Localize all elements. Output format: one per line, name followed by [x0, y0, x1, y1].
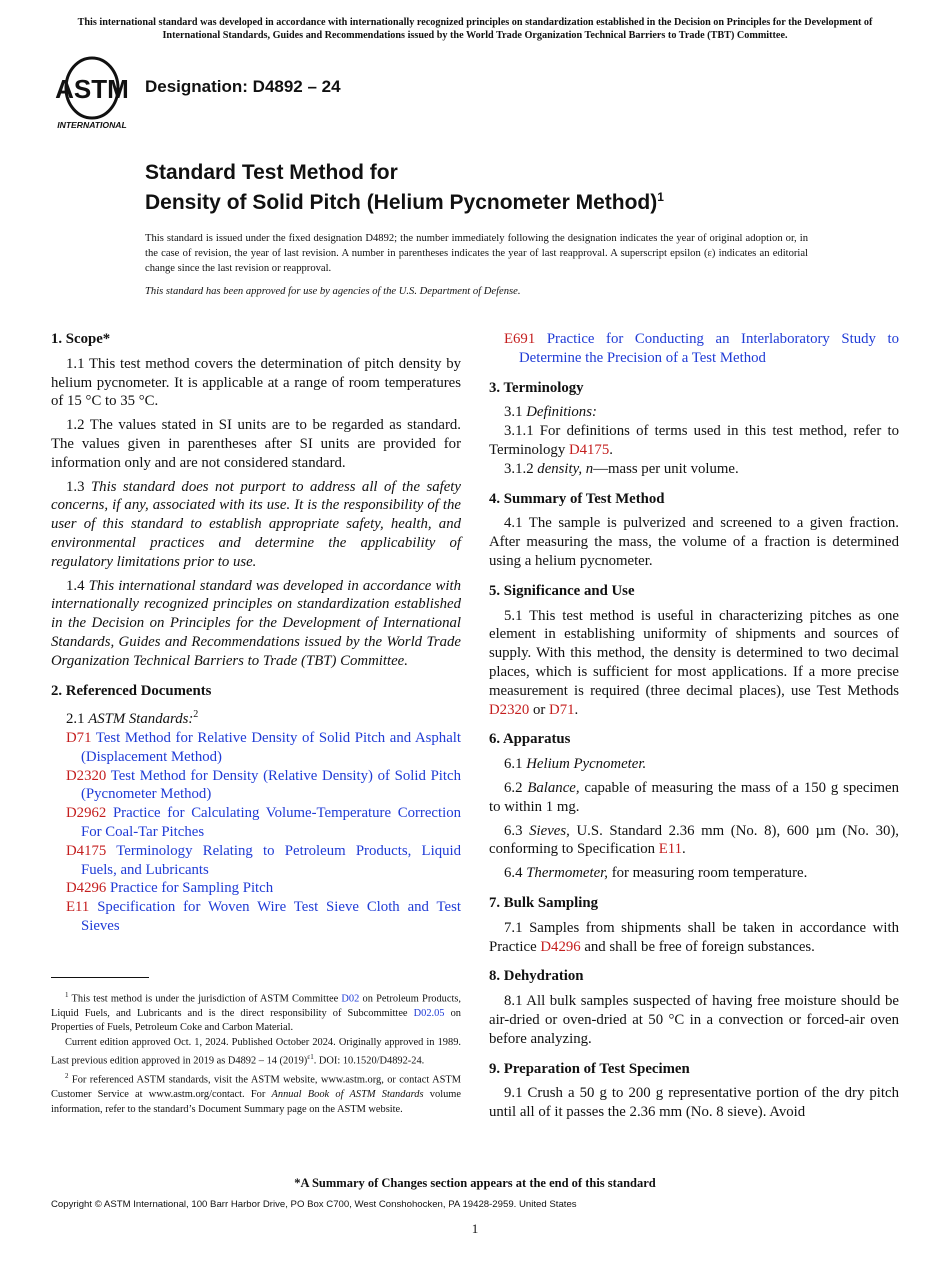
term: Helium Pycnometer. [526, 756, 647, 773]
paragraph-number: 3.1 [504, 404, 523, 421]
logo-text: ASTM [55, 74, 129, 104]
section-heading-dehydration: 8. Dehydration [489, 968, 584, 985]
paragraph-3-1 [489, 403, 899, 422]
section-heading-terminology: 3. Terminology [489, 379, 584, 396]
logo-subtext: INTERNATIONAL [57, 120, 127, 130]
term: Balance, [527, 779, 580, 796]
conjunction: or [532, 701, 546, 718]
left-column [51, 330, 461, 936]
right-column [489, 330, 899, 1127]
astm-logo-graphic [54, 56, 134, 132]
section-heading-bulk-sampling: 7. Bulk Sampling [489, 894, 598, 911]
paragraph-text: 3.1.1 For definitions of terms used in this test method, refer to Terminology [489, 423, 899, 458]
footnote-1-mark: 1 [65, 991, 69, 999]
reference-code[interactable]: D4296 [66, 880, 107, 897]
reference-e691[interactable] [489, 330, 899, 368]
reference-code[interactable]: D2320 [66, 767, 107, 784]
method-d2320-link[interactable]: D2320 [489, 701, 530, 718]
reference-code[interactable]: E11 [66, 899, 90, 916]
paragraph-number: 6.4 [504, 865, 523, 882]
reference-d4175[interactable] [51, 842, 461, 880]
section-heading-significance: 5. Significance and Use [489, 582, 635, 599]
reference-title[interactable]: Practice for Sampling Pitch [109, 880, 274, 897]
footnote-1 [51, 988, 461, 1036]
reference-code[interactable]: E691 [504, 331, 536, 347]
reference-title[interactable]: Test Method for Relative Density of Solid Pitch and Asphalt (Displacement Method) [81, 730, 461, 765]
document-title [145, 160, 664, 215]
tbt-notice: This international standard was developed in accordance with internationally recognized principles on standardization established in the Decision on Principles for the Development of International Standards, Guides and Recommendations issued by the World Trade Organization Technical Barriers to Trade (TBT) Committee. [77, 17, 873, 41]
annual-book-title: Annual Book of ASTM Standards [271, 1089, 424, 1101]
paragraph-1-1: 1.1 This test method covers the determination of pitch density by helium pycnometer. It is applicable at a range of room temperatures of 15 °C to 35 °C. [51, 355, 461, 410]
footnote-divider [51, 977, 149, 978]
paragraph-1-4 [51, 577, 461, 671]
term: Sieves, [529, 822, 570, 839]
paragraph-text: and shall be free of foreign substances. [584, 938, 815, 955]
dod-approval-note: This standard has been approved for use by agencies of the U.S. Department of Defense. [145, 286, 521, 297]
footnote-2 [51, 1069, 461, 1117]
footnote-2-text: volume information, refer to the standard’s Document Summary page on the ASTM website. [51, 1089, 461, 1115]
reference-title[interactable]: Practice for Calculating Volume-Temperature Correction For Coal-Tar Pitches [81, 805, 461, 841]
reference-title[interactable]: Terminology Relating to Petroleum Products, Liquid Fuels, and Lubricants [81, 842, 461, 878]
section-heading-referenced-documents: 2. Referenced Documents [51, 682, 212, 699]
reference-d4296[interactable] [51, 879, 461, 898]
epsilon-mark: ε1 [307, 1053, 314, 1062]
paragraph-6-1 [489, 755, 899, 774]
definition: —mass per unit volume. [593, 460, 739, 477]
reference-d2962[interactable] [51, 804, 461, 842]
paragraph-number: 1.3 [66, 478, 85, 495]
astm-logo [54, 56, 134, 132]
reference-e11[interactable] [51, 898, 461, 936]
tbt-statement: This international standard was developed in accordance with internationally recognized principles on standardization established in the Decision on Principles for the Development of International Standards, Guides and Recommendations issued by the World Trade Organization Technical Barriers to Trade (TBT) Committee. [51, 577, 461, 669]
paragraph-6-3: 6.3 Sieves, U.S. Standard 2.36 mm (No. 8), 600 µm (No. 30), conforming to Specification E11. [489, 822, 900, 858]
paragraph-text: capable of measuring the mass of a 150 g specimen to within 1 mg. [489, 779, 900, 815]
subcommittee-d0205-link[interactable]: D02.05 [413, 1007, 445, 1019]
astm-standards-label: ASTM Standards: [88, 711, 194, 728]
paragraph-number: 6.3 [504, 822, 523, 839]
reference-title[interactable]: Specification for Woven Wire Test Sieve Cloth and Test Sieves [81, 899, 461, 935]
footnote-2-text: For referenced ASTM standards, visit the ASTM website, www.astm.org, or contact ASTM Customer Service at www.astm.org/contact. For [51, 1074, 461, 1101]
doi-text: . DOI: 10.1520/D4892-24. [313, 1055, 425, 1067]
footnote-2-mark: 2 [65, 1072, 69, 1081]
issued-note: This standard is issued under the fixed designation D4892; the number immediately following the designation indicates the year of original adoption or, in the case of revision, the year of last revision. A number in parentheses indicates the year of last reapproval. A superscript epsilon (ε) indicates an editorial change since the last revision or reapproval. [145, 233, 808, 274]
paragraph-text: U.S. Standard 2.36 mm (No. 8), 600 µm (No. 30), conforming to Specification [489, 822, 900, 858]
footnotes [51, 988, 461, 1117]
term: density, n [537, 460, 594, 477]
footnote-1-text: This test method is under the jurisdiction of ASTM Committee [71, 993, 339, 1005]
terminology-d4175-link[interactable]: D4175 [568, 441, 610, 458]
title-line-2 [145, 185, 664, 215]
reference-code[interactable]: D71 [66, 730, 92, 747]
practice-d4296-link[interactable]: D4296 [540, 938, 581, 955]
reference-title[interactable]: Practice for Conducting an Interlaboratory Study to Determine the Precision of a Test Method [519, 331, 900, 366]
paragraph-5-1: 5.1 This test method is useful in characterizing pitches as one element in establishing uniformity of shipments and sources of supply. With this method, the density is determined to two decimal places, which is sufficient for most applications. If a more precise measurement is required (three decimal places), use Test Methods D2320 or D71. [489, 607, 899, 718]
paragraph-9-1: 9.1 Crush a 50 g to 200 g representative portion of the dry pitch until all of it passes the 2.36 mm (No. 8 sieve). Avoid [489, 1085, 899, 1121]
title-footnote-mark: 1 [657, 190, 664, 204]
paragraph-1-3 [51, 478, 461, 572]
paragraph-text: 7.1 Samples from shipments shall be taken in accordance with Practice [489, 919, 899, 955]
footnote-1-text: on Properties of Fuels, Petroleum Coke and Carbon Material. [51, 1007, 461, 1034]
section-heading-summary: 4. Summary of Test Method [489, 490, 665, 507]
edition-text: Current edition approved Oct. 1, 2024. Published October 2024. Originally approved in 1989. Last previous edition approved in 2019 as D4892 – 14 (2019) [51, 1036, 461, 1067]
committee-d02-link[interactable]: D02 [341, 993, 360, 1005]
designation: Designation: D4892 – 24 [145, 77, 341, 96]
reference-title[interactable]: Test Method for Density (Relative Density) of Solid Pitch (Pycnometer Method) [81, 767, 461, 803]
title-line-1: Standard Test Method for [145, 161, 398, 184]
paragraph-1-2: 1.2 The values stated in SI units are to be regarded as standard. The values given in parentheses after SI units are provided for information only and are not considered standard. [51, 417, 461, 471]
copyright-notice: Copyright © ASTM International, 100 Barr Harbor Drive, PO Box C700, West Conshohocken, PA 19428-2959. United States [51, 1199, 577, 1210]
paragraph-text: 5.1 This test method is useful in characterizing pitches as one element in establishing uniformity of shipments and sources of supply. With this method, the density is determined to two decimal places, which is sufficient for most applications. If a more precise measurement is required (three decimal places), use Test Methods [489, 607, 899, 699]
section-heading-preparation: 9. Preparation of Test Specimen [489, 1060, 690, 1077]
paragraph-3-1-1: 3.1.1 For definitions of terms used in this test method, refer to Terminology D4175. [489, 423, 899, 458]
paragraph-text: for measuring room temperature. [611, 865, 808, 882]
footnote-1-edition [51, 1036, 461, 1069]
summary-of-changes-note: *A Summary of Changes section appears at the end of this standard [294, 1176, 656, 1190]
footnote-1-text: on Petroleum Products, Liquid Fuels, and Lubricants and is the direct responsibility of Subcommittee [51, 993, 462, 1019]
paragraph-number: 6.2 [504, 779, 523, 796]
paragraph-number: 2.1 [66, 711, 85, 728]
paragraph-number: 1.4 [66, 577, 85, 594]
paragraph-number: 6.1 [504, 756, 523, 773]
page-number: 1 [471, 1221, 479, 1236]
reference-d2320[interactable] [51, 767, 461, 805]
term: Thermometer, [526, 865, 608, 882]
specification-e11-link[interactable]: E11 [658, 841, 683, 858]
section-heading-apparatus: 6. Apparatus [489, 731, 571, 748]
footnote-mark-2: 2 [193, 709, 199, 721]
method-d71-link[interactable]: D71 [549, 701, 575, 718]
paragraph-6-4 [489, 864, 899, 883]
title-main: Density of Solid Pitch (Helium Pycnometer Method) [145, 191, 658, 214]
paragraph-3-1-2 [489, 460, 899, 479]
safety-statement: This standard does not purport to address all of the safety concerns, if any, associated with its use. It is the responsibility of the user of this standard to establish appropriate safety, health, and environmental practices and determine the applicability of regulatory limitations prior to use. [51, 478, 461, 570]
paragraph-6-2 [489, 779, 899, 817]
paragraph-number: 3.1.2 [504, 460, 534, 477]
section-heading-scope: 1. Scope* [51, 331, 111, 347]
reference-code[interactable]: D4175 [66, 842, 107, 859]
paragraph-4-1: 4.1 The sample is pulverized and screened to a given fraction. After measuring the mass, the volume of a fraction is determined using a helium pycnometer. [489, 515, 899, 569]
reference-d71[interactable] [51, 729, 461, 767]
definitions-label: Definitions: [526, 404, 597, 421]
paragraph-8-1: 8.1 All bulk samples suspected of having free moisture should be air-dried or oven-dried at 50 °C in a convection or forced-air oven before analyzing. [489, 993, 899, 1047]
reference-code[interactable]: D2962 [66, 805, 107, 822]
paragraph-2-1 [51, 706, 461, 729]
paragraph-7-1 [489, 919, 899, 957]
